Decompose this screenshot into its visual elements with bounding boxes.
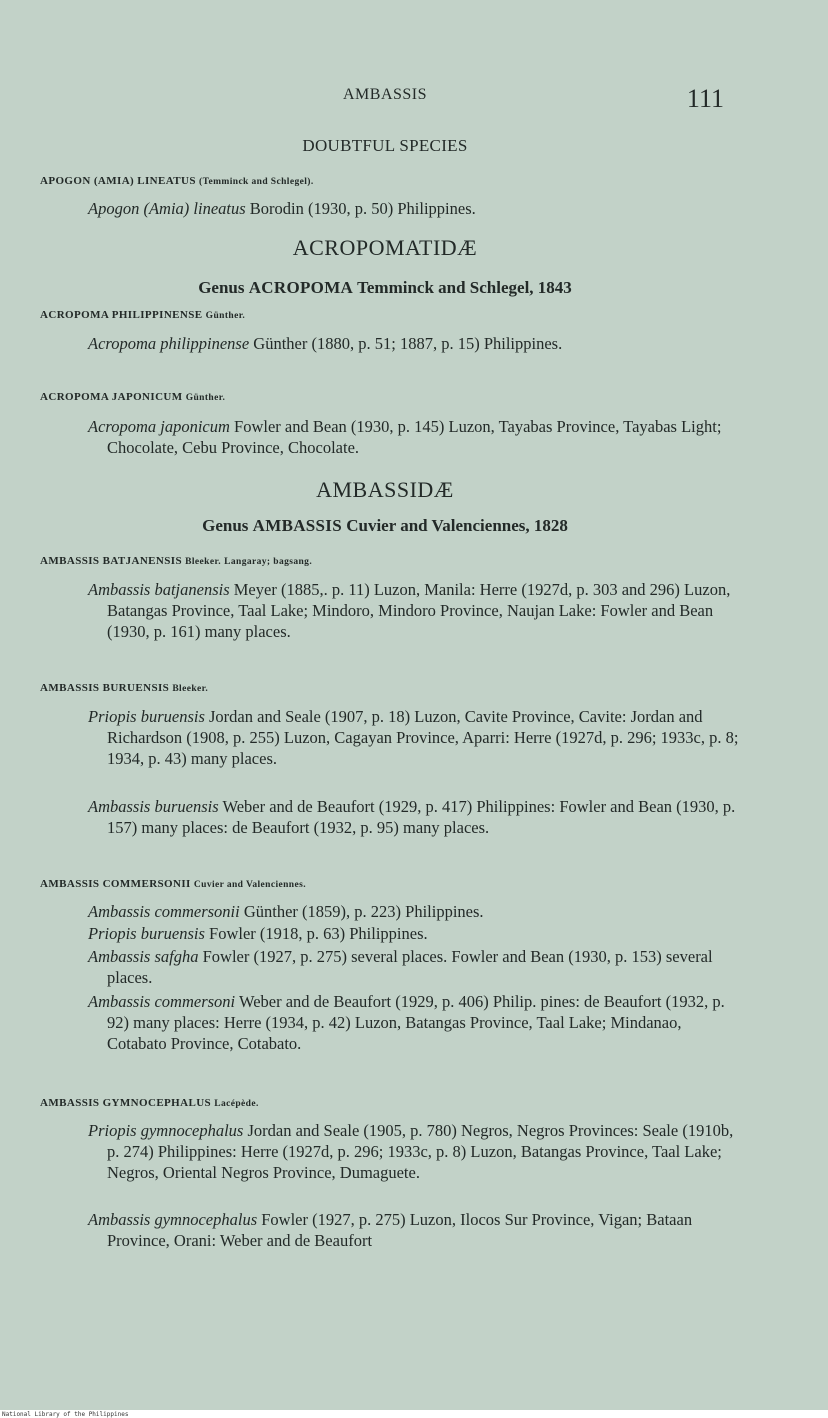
species-heading: APOGON (AMIA) LINEATUS (Temminck and Schlegel). bbox=[40, 175, 314, 187]
genus-heading: Genus ACROPOMA Temminck and Schlegel, 1843 bbox=[198, 278, 572, 297]
reference-entry: Ambassis safgha Fowler (1927, p. 275) several places. Fowler and Bean (1930, p. 153) several places. bbox=[88, 947, 713, 987]
scan-credit: National Library of the Philippines bbox=[2, 1411, 129, 1418]
reference-entry: Priopis buruensis Jordan and Seale (1907, p. 18) Luzon, Cavite Province, Cavite: Jordan and Richardson (1908, p. 255) Luzon, Cagayan Province, Aparri: Herre (1927d, p. 296; 1933c, p. 8; 1934, p. 43) many places. bbox=[88, 707, 739, 768]
reference-entry: Ambassis gymnocephalus Fowler (1927, p. 275) Luzon, Ilocos Sur Province, Vigan; Bataan Province, Orani: Weber and de Beaufort bbox=[88, 1210, 693, 1250]
species-heading: AMBASSIS BURUENSIS Bleeker. bbox=[40, 682, 209, 694]
species-heading: AMBASSIS GYMNOCEPHALUS Lacépède. bbox=[40, 1097, 259, 1109]
family-heading: ACROPOMATIDÆ bbox=[292, 235, 478, 260]
species-heading: ACROPOMA JAPONICUM Günther. bbox=[40, 391, 226, 403]
species-heading: AMBASSIS COMMERSONII Cuvier and Valenciennes. bbox=[40, 878, 306, 890]
reference-entry: Priopis gymnocephalus Jordan and Seale (1905, p. 780) Negros, Negros Provinces: Seale (1910b, p. 274) Philippines: Herre (1927d, p. 296; 1933c, p. 8) Luzon, Batangas Province, Taal Lake; Negros, Oriental Negros Province, Dumaguete. bbox=[88, 1121, 734, 1182]
reference-entry: Priopis buruensis Fowler (1918, p. 63) Philippines. bbox=[88, 924, 428, 943]
reference-entry: Ambassis batjanensis Meyer (1885,. p. 11) Luzon, Manila: Herre (1927d, p. 303 and 296) Luzon, Batangas Province, Taal Lake; Mindoro, Mindoro Province, Naujan Lake: Fowler and Bean (1930, p. 161) many places. bbox=[88, 580, 731, 641]
reference-entry: Acropoma japonicum Fowler and Bean (1930, p. 145) Luzon, Tayabas Province, Tayabas Light; Chocolate, Cebu Province, Chocolate. bbox=[88, 417, 722, 457]
doubtful-species-heading: DOUBTFUL SPECIES bbox=[302, 136, 468, 155]
genus-heading: Genus AMBASSIS Cuvier and Valenciennes, 1828 bbox=[202, 516, 568, 535]
reference-entry: Ambassis buruensis Weber and de Beaufort (1929, p. 417) Philippines: Fowler and Bean (1930, p. 157) many places: de Beaufort (1932, p. 95) many places. bbox=[88, 797, 736, 837]
reference-entry: Ambassis commersonii Günther (1859), p. 223) Philippines. bbox=[88, 902, 484, 921]
species-heading: AMBASSIS BATJANENSIS Bleeker. Langaray; bagsang. bbox=[40, 555, 313, 567]
running-head: AMBASSIS bbox=[342, 86, 428, 103]
reference-entry: Acropoma philippinense Günther (1880, p. 51; 1887, p. 15) Philippines. bbox=[88, 334, 563, 353]
family-heading: AMBASSIDÆ bbox=[316, 477, 454, 502]
species-heading: ACROPOMA PHILIPPINENSE Günther. bbox=[40, 309, 246, 321]
reference-entry: Ambassis commersoni Weber and de Beaufort (1929, p. 406) Philip. pines: de Beaufort (1932, p. 92) many places: Herre (1934, p. 42) Luzon, Batangas Province, Taal Lake; Mindanao, Cotabato Province, Cotabato. bbox=[88, 992, 725, 1053]
page-number: 111 bbox=[686, 84, 724, 113]
reference-entry: Apogon (Amia) lineatus Borodin (1930, p. 50) Philippines. bbox=[88, 199, 476, 218]
